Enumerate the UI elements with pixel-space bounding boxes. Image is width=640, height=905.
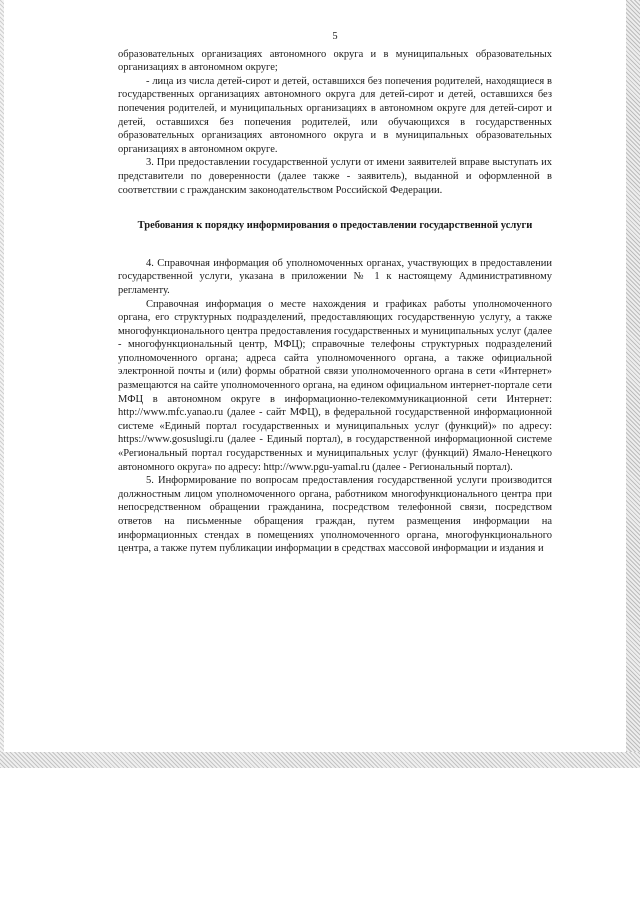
- document-page: [118, 30, 552, 556]
- paragraph-3: 3. При предоставлении государственной услуги от имени заявителей вправе выступать их представители по доверенности (далее также - заявитель), выданной и оформленной в соответствии с гражданским законодательством Российской Федерации.: [118, 157, 552, 196]
- paragraph-reference-info: Справочная информация о месте нахождения и графиках работы уполномоченного органа, его структурных подразделений, предоставляющих государственную услугу, а также многофункционального центра предоставления государственных и муниципальных услуг (далее - многофункциональный центр, МФЦ); справочные телефоны структурных подразделений уполномоченного органа; адреса сайта уполномоченного органа, а также официальной электронной почты и (или) формы обратной связи уполномоченного органа в сети «Интернет» размещаются на сайте уполномоченного органа, на едином официальном интернет-портале сети МФЦ в автономном округе в информационно-телекоммуникационной сети Интернет: http://www.mfc.yanao.ru (далее - сайт МФЦ), в федеральной государственной информационной системе «Единый портал государственных и муниципальных услуг (функций)» по адресу: https://www.gosuslugi.ru (далее - Единый портал), в государственной информационной системе «Региональный портал государственных и муниципальных услуг (функций) Ямало-Ненецкого автономного округа» по адресу: http://www.pgu-yamal.ru (далее - Региональный портал).: [118, 298, 552, 473]
- scan-edge-bottom: [0, 752, 640, 768]
- paragraph-continuation: образовательных организациях автономного округа и в муниципальных образовательных организациях в автономном округе;: [118, 48, 552, 74]
- page-number: 5: [332, 31, 338, 42]
- scan-edge-left: [0, 0, 4, 760]
- scan-edge-right: [626, 0, 640, 760]
- paragraph-5: 5. Информирование по вопросам предоставления государственной услуги производится должностным лицом уполномоченного органа, работником многофункционального центра при непосредственном обращении гражданина, посредством телефонной связи, посредством ответов на письменные обращения граждан, путем размещения информации на информационных стендах в помещениях уполномоченного органа, многофункционального центра, а также путем публикации информации в средствах массовой информации и издания и: [118, 475, 552, 555]
- paragraph-orphans: - лица из числа детей-сирот и детей, оставшихся без попечения родителей, находящиеся в государственных организациях автономного округа для детей-сирот и детей, оставшихся без попечения родителей, и муниципальных организациях в автономном округе для детей-сирот и детей, оставшихся без попечения родителей, или обучающихся в государственных образовательных организациях автономного округа и в муниципальных образовательных организациях в автономном округе.: [118, 75, 552, 155]
- section-heading: Требования к порядку информирования о предоставлении государственной услуги: [137, 220, 533, 232]
- paragraph-4: 4. Справочная информация об уполномоченных органах, участвующих в предоставлении государственной услуги, указана в приложении № 1 к настоящему Административному регламенту.: [118, 257, 552, 296]
